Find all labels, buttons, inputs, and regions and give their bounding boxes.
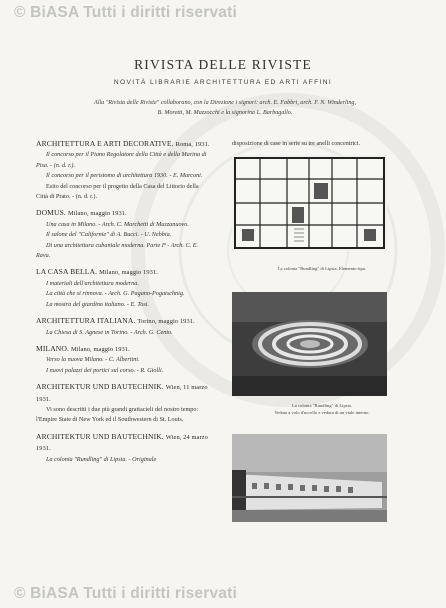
entry-heading [36, 344, 212, 355]
interior-avenue-image [232, 434, 387, 522]
floor-plan-figure [232, 155, 387, 251]
article-line: Vi sono descritti i due più grandi grattacieli del nostro tempo: l'Empire State di New York ed il Southwestern di St. Louis. [36, 405, 199, 424]
review-entry [36, 382, 212, 426]
article-line: La Chiesa di S. Agnese in Torino. - Arch. G. Cento. [46, 328, 173, 336]
entry-continuation: disposizione di case in serie su tre anelli concentrici. [232, 141, 361, 147]
review-entry [36, 432, 212, 465]
journal-title: ARCHITEKTUR UND BAUTECHNIK. [36, 431, 164, 441]
article-line: I materiali dell'architettura moderna. [46, 279, 139, 287]
review-entry [36, 344, 212, 376]
article-line: I nuovi palazzi dei portici sul corso. - R. Giolli. [46, 366, 164, 374]
entry-heading [36, 267, 212, 278]
review-list [36, 139, 212, 471]
article-line: Verso la nuova Milano. - C. Albertini. [46, 356, 140, 364]
article-line: Di una architettura cubaniale moderna. Parte Iª - Arch. C. E. Rava. [36, 241, 199, 260]
journal-place-date: Milano, maggio 1931. [99, 269, 158, 277]
journal-title: LA CASA BELLA. [36, 267, 98, 277]
collaborators-note [30, 98, 420, 118]
journal-place-date: Roma, 1931. [175, 141, 210, 148]
journal-title: DOMUS. [36, 208, 66, 218]
collaborators-line-2: B. Moretti, M. Mazzocchi e la signorina L. Barbagallo. [157, 110, 293, 116]
journal-place-date: Wien, 24 marzo 1931. [36, 433, 208, 453]
collaborators-line-1: Alla "Rivista delle Riviste" collaborano, con la Direzione i signori: arch. E. Fabbri, arch. F. N. Winderling, [94, 100, 356, 106]
entry-heading [36, 316, 212, 327]
article-line: Esito del concorso per il progetto della Casa del Littorio della Città di Prato. - (n. d. r.). [36, 182, 199, 201]
article-line: La città che si rinnova. - Arch. G. Pagano-Pogatschnig. [46, 290, 185, 298]
aerial-photo-figure [232, 292, 387, 396]
journal-place-date: Milano, maggio 1931. [70, 345, 130, 353]
review-entry [36, 267, 212, 310]
review-entry [36, 139, 212, 202]
article-line: Una casa in Milano. - Arch. C. Marchetti di Muzzanuovo. [46, 220, 189, 228]
floor-plan-drawing [232, 155, 387, 251]
article-line: La mostra del giardino italiano. - E. Tosi. [46, 300, 150, 308]
figure-caption-2-line-1: La colonia "Rundling" di Lipsia. [291, 403, 352, 408]
figure-caption-1: La colonia "Rundling" di Lipsia. Elemento-tipo. [277, 266, 367, 271]
watermark-bottom: © BiASA Tutti i diritti riservati [14, 585, 237, 602]
article-line: La colonia "Rundling" di Lipsia. - Originale [46, 455, 157, 463]
entry-heading [36, 208, 212, 219]
journal-title: ARCHITEKTUR UND BAUTECHNIK. [36, 382, 164, 392]
article-line: Il concorso per il Piano Regolatore della Città e della Marina di Pisa. - (n. d. r.). [36, 151, 207, 169]
street-photo-figure [232, 434, 387, 522]
journal-title: MILANO. [36, 343, 69, 353]
figure-caption-2 [232, 403, 412, 416]
article-line: Il concorso per il peristomo di architettura 1930. - E. Marconi. [46, 172, 203, 180]
aerial-ring-colony-image [232, 292, 387, 396]
page-title: RIVISTA DELLE RIVISTE [134, 57, 312, 72]
journal-place-date: Torino, maggio 1931. [137, 318, 195, 326]
journal-title: ARCHITETTURA ITALIANA. [36, 316, 136, 326]
review-entry [36, 208, 212, 261]
entry-heading [36, 432, 212, 455]
page-subtitle: NOVITÀ LIBRARIE ARCHITETTURA ED ARTI AFFINI [113, 79, 333, 86]
figure-caption-2-line-2: Veduta a volo d'uccello e veduta di un viale interno. [274, 409, 370, 415]
article-line: Il salone del "Californie" di A. Bucci. - U. Nebbia. [46, 231, 172, 239]
journal-title: ARCHITETTURA E ARTI DECORATIVE. [36, 139, 174, 148]
entry-heading [36, 139, 212, 150]
journal-place-date: Wien, 11 marzo 1931. [36, 384, 208, 403]
entry-heading [36, 382, 212, 405]
journal-place-date: Milano, maggio 1931. [67, 210, 127, 218]
watermark-top: © BiASA Tutti i diritti riservati [14, 4, 237, 21]
review-entry [36, 316, 212, 338]
